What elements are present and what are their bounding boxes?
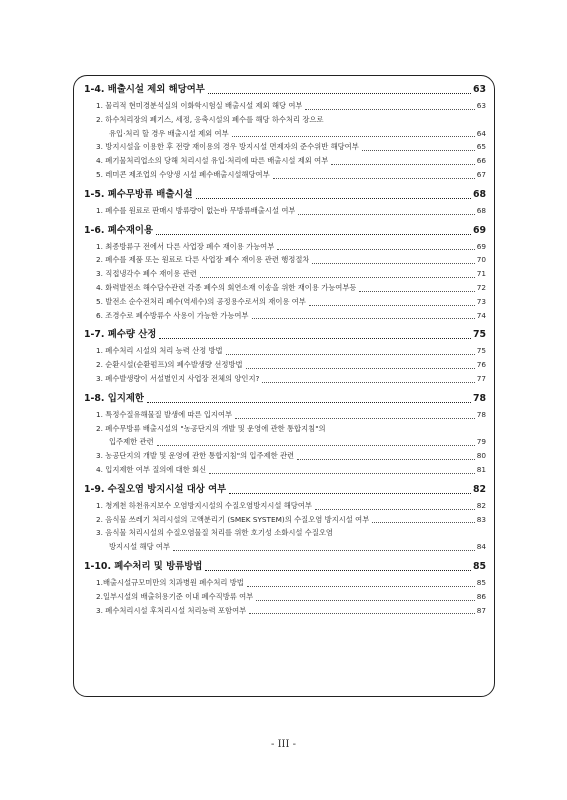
toc-entry[interactable] [84,408,486,422]
table-of-contents [84,83,486,623]
toc-section [84,188,486,218]
entry-page-number: 69 [476,241,486,251]
entry-title: 6. 조경수로 폐수방류수 사용이 가능한 가능여부 [96,310,249,320]
entry-page-number: 73 [476,296,486,306]
dot-leader [232,135,475,137]
entry-title: 3. 직접냉각수 폐수 재이용 관련 [96,269,197,279]
entry-page-number: 68 [476,205,486,215]
dot-leader [277,248,474,250]
dot-leader [359,290,474,292]
entry-page-number: 81 [476,464,486,474]
dot-leader [298,213,474,215]
dot-leader [331,163,474,165]
entry-title: 4. 화력발전소 해수담수관련 각종 폐수의 회연소재 이송을 위한 재이용 가능여부등 [96,282,357,292]
entry-title: 5. 발전소 순수전처리 폐수(역세수)의 공정용수로서의 재이용 여부 [96,296,306,306]
toc-entry-continuation[interactable] [84,127,486,141]
toc-section-heading[interactable] [84,560,486,574]
entry-title: 3. 방지시설을 이용한 후 전량 재이용의 경우 방지시설 면제자의 준수위반 해당여부 [96,142,359,152]
entry-title: 2. 하수처리장의 폐기스, 세정, 응축시설의 폐수를 해당 하수처리 장으로 [96,114,324,124]
toc-section [84,483,486,554]
toc-entry[interactable] [84,168,486,182]
toc-entry[interactable] [84,99,486,113]
entry-page-number: 86 [476,591,486,601]
toc-entry[interactable] [84,154,486,168]
entry-title: 3. 농공단지의 개발 및 운영에 관한 통합지침"의 입주제한 관련 [96,451,295,461]
dot-leader [229,492,471,494]
toc-entry[interactable] [84,499,486,513]
toc-entry[interactable] [84,604,486,618]
dot-leader [273,177,475,179]
dot-leader [297,458,475,460]
toc-entry-continuation[interactable] [84,540,486,554]
toc-entry[interactable] [84,358,486,372]
entry-page-number: 87 [476,605,486,615]
toc-section [84,328,486,385]
entry-title: 3. 폐수처리시설 후처리시설 처리능력 포함여부 [96,605,247,615]
entry-page-number: 85 [476,577,486,587]
page-number: - III - [271,739,296,750]
dot-leader [209,472,475,474]
dot-leader [208,92,471,94]
dot-leader [247,585,475,587]
entry-title: 1. 청계천 하천유지보수 오염방지시설의 수질오염방지시설 해당여부 [96,500,312,510]
entry-title: 1. 폐수를 원료로 판매시 방류량이 없는바 무방류배출시설 여부 [96,205,296,215]
toc-entry-first-line[interactable] [84,526,486,540]
toc-entry-first-line[interactable] [84,422,486,436]
entry-title: 유입·처리 할 경우 배출시설 제외 여부 [109,128,229,138]
section-page-number: 63 [472,84,486,95]
entry-page-number: 84 [476,542,486,552]
toc-entry[interactable] [84,253,486,267]
entry-title: 1. 폐수처리 시설의 처리 능력 산정 방법 [96,346,223,356]
entry-page-number: 64 [476,128,486,138]
toc-entry-first-line[interactable] [84,113,486,127]
entry-title: 3. 폐수발생량이 서설별인지 사업장 전체의 양인지? [96,373,260,383]
entry-page-number: 80 [476,451,486,461]
section-title: 1-10. 폐수처리 및 방류방법 [84,560,203,572]
toc-section-heading[interactable] [84,224,486,238]
entry-title: 입주제한 관련 [109,437,154,447]
entry-title: 2. 음식물 쓰레기 처리시설의 고액분리기 (SMEK SYSTEM)의 수질오염 방지시설 여부 [96,514,370,524]
dot-leader [226,353,475,355]
toc-section-heading[interactable] [84,392,486,406]
dot-leader [372,521,474,523]
toc-section [84,83,486,182]
entry-page-number: 75 [476,346,486,356]
entry-title: 2. 폐수무방류 배출시설의 "농공단지의 개발 및 운영에 관한 통합지침"의 [96,423,326,433]
dot-leader [205,569,471,571]
dot-leader [173,549,475,551]
dot-leader [147,401,471,403]
entry-title: 2. 폐수를 제품 또는 원료로 다른 사업장 폐수 재이용 관련 행정절차 [96,255,310,265]
toc-entry[interactable] [84,295,486,309]
toc-entry[interactable] [84,576,486,590]
entry-title: 2. 순환시설(순환펌프)의 폐수발생량 선정방법 [96,360,243,370]
entry-page-number: 82 [476,500,486,510]
entry-title: 2.일부시설의 배출허용기준 이내 폐수직방류 여부 [96,591,254,601]
entry-title: 4. 폐기물처리업소의 당해 처리시설 유입·처리에 따른 배출시설 제외 여부 [96,156,329,166]
section-title: 1-6. 폐수재이용 [84,224,154,236]
toc-section [84,392,486,477]
dot-leader [156,233,471,235]
toc-entry[interactable] [84,344,486,358]
toc-entry[interactable] [84,240,486,254]
entry-title: 1.배출시설규모미만의 치과병원 폐수처리 방법 [96,577,244,587]
entry-page-number: 70 [476,255,486,265]
toc-section-heading[interactable] [84,188,486,202]
section-page-number: 78 [472,392,486,404]
toc-entry-continuation[interactable] [84,435,486,449]
section-title: 1-5. 폐수무방류 배출시설 [84,188,193,200]
entry-title: 1. 최종방류구 전에서 다른 사업장 폐수 재이용 가능여부 [96,241,275,251]
section-page-number: 82 [472,483,486,495]
dot-leader [246,367,475,369]
dot-leader [315,508,475,510]
dot-leader [200,276,475,278]
entry-page-number: 71 [476,269,486,279]
section-page-number: 75 [472,329,486,341]
dot-leader [196,197,471,199]
dot-leader [362,149,475,151]
section-title: 1-9. 수질오염 방지시설 대상 여부 [84,483,227,495]
entry-page-number: 63 [476,101,486,110]
dot-leader [305,108,474,110]
dot-leader [235,417,475,419]
section-title: 1-4. 배출시설 제외 해당여부 [84,84,205,95]
section-page-number: 85 [472,560,486,572]
toc-entry[interactable] [84,204,486,218]
dot-leader [252,317,475,319]
entry-page-number: 65 [476,142,486,152]
dot-leader [309,304,475,306]
entry-title: 5. 레미콘 제조업의 수양생 시설 폐수배출시설해당여부 [96,169,270,179]
toc-entry[interactable] [84,463,486,477]
toc-entry[interactable] [84,281,486,295]
entry-page-number: 77 [476,373,486,383]
section-page-number: 69 [472,224,486,236]
toc-section-heading[interactable] [84,483,486,497]
entry-page-number: 83 [476,514,486,524]
toc-section-heading[interactable] [84,328,486,342]
dot-leader [157,444,475,446]
entry-title: 방지시설 해당 여부 [109,542,171,552]
entry-title: 1. 물리적 현미경분석실의 이화학시험실 배출시설 제외 해당 여부 [96,101,303,110]
entry-page-number: 72 [476,282,486,292]
entry-page-number: 67 [476,169,486,179]
toc-section-heading[interactable] [84,83,486,97]
dot-leader [256,599,474,601]
entry-page-number: 74 [476,310,486,320]
dot-leader [312,262,474,264]
dot-leader [159,337,471,339]
entry-page-number: 78 [476,409,486,419]
toc-section [84,224,486,323]
toc-section [84,560,486,617]
toc-entry[interactable] [84,372,486,386]
toc-entry[interactable] [84,140,486,154]
entry-page-number: 79 [476,437,486,447]
toc-entry[interactable] [84,590,486,604]
entry-title: 4. 입지제한 여부 질의에 대한 회신 [96,464,207,474]
section-title: 1-7. 폐수량 산정 [84,329,157,341]
entry-page-number: 66 [476,156,486,166]
section-title: 1-8. 입지제한 [84,392,144,404]
toc-entry[interactable] [84,449,486,463]
section-page-number: 68 [472,188,486,200]
entry-title: 1. 특정수질유해물질 발생에 따른 입지여부 [96,409,233,419]
toc-entry[interactable] [84,267,486,281]
toc-entry[interactable] [84,513,486,527]
entry-title: 3. 음식물 처리시설의 수질오염물질 처리를 위한 호기성 소화시설 수질오염 [96,528,333,538]
toc-entry[interactable] [84,309,486,323]
dot-leader [249,612,475,614]
entry-page-number: 76 [476,360,486,370]
dot-leader [262,381,474,383]
